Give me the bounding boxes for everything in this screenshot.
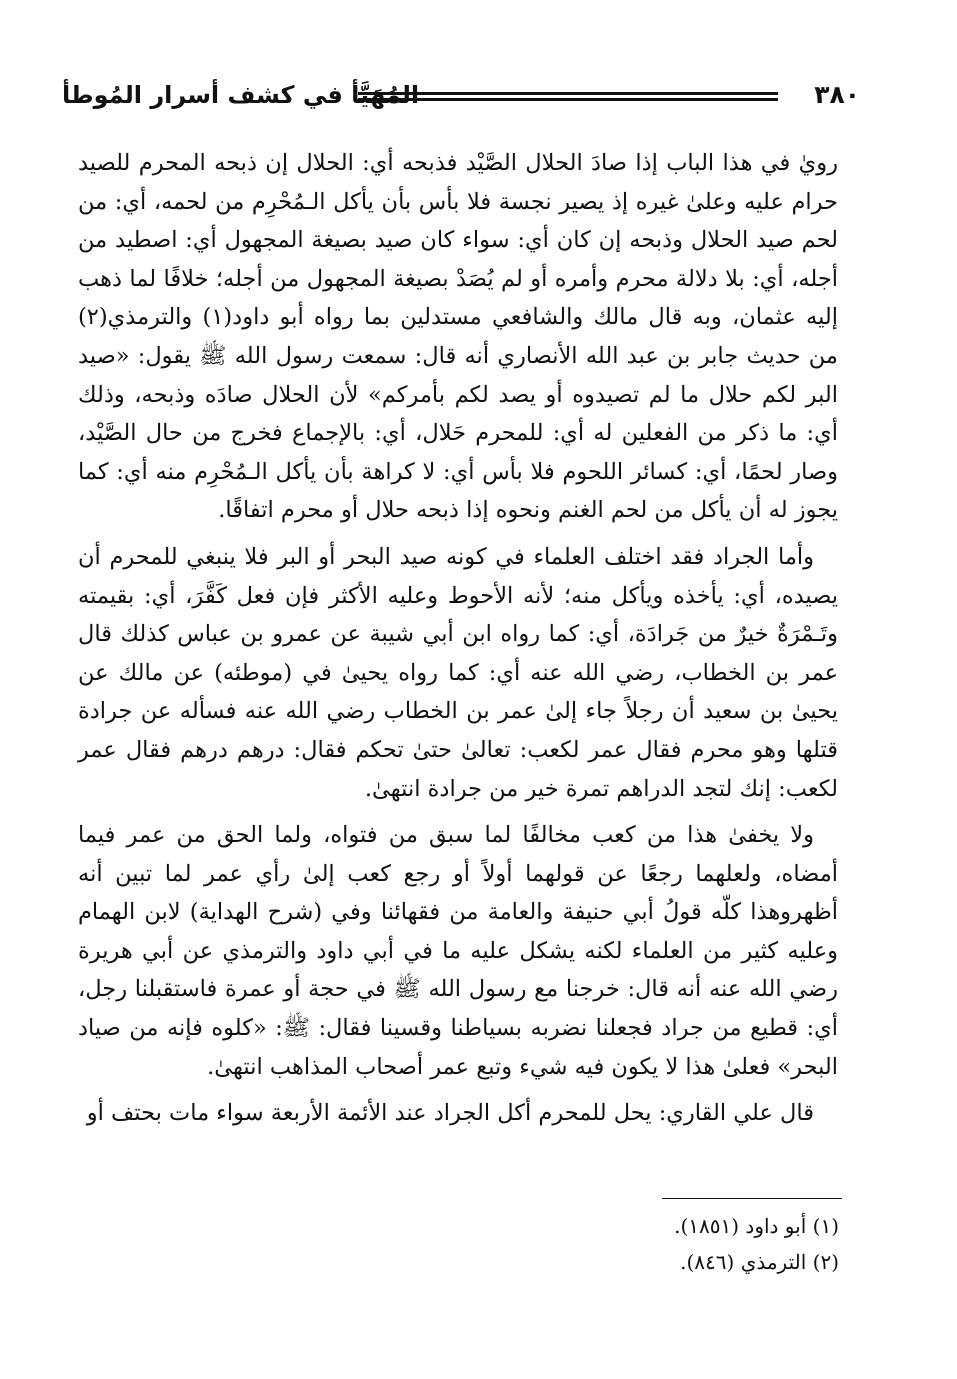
paragraph: قال علي القاري: يحل للمحرم أكل الجراد عند الأئمة الأربعة سواء مات بحتف أو (86, 1100, 814, 1127)
main-text (78, 144, 838, 1133)
running-title: المُهَيَّأ في كشف أسرار المُوطأ (62, 81, 420, 109)
paragraph: ولا يخفىٰ هذا من كعب مخالفًا لما سبق من فتواه، ولما الحق من عمر فيما أمضاه، ولعلهما رجعًا عن قولهما أولاً أو رجع كعب إلىٰ رأي عمر لما تبين أنه أظهروهذا كلّه قولُ أبي حنيفة والعامة من فقهائنا وفي (شرح الهداية) لابن الهمام وعليه كثير من العلماء لكنه يشكل عليه ما في أبي داود والترمذي عن أبي هريرة رضي الله عنه أنه قال: خرجنا مع رسول الله ﷺ في حجة أو عمرة فاستقبلنا رجل، أي: قطيع من جراد فجعلنا نضربه بسياطنا وقسينا فقال: ﷺ: «كلوه فإنه من صياد البحر» فعلىٰ هذا لا يكون فيه شيء وتبع عمر أصحاب المذاهب انتهىٰ. (78, 822, 838, 1080)
page-header (62, 76, 860, 116)
page-number: ٣٨٠ (814, 80, 860, 109)
header-rule (358, 92, 778, 95)
footnote-separator (662, 1198, 842, 1199)
footnotes (439, 1208, 839, 1280)
paragraph: وأما الجراد فقد اختلف العلماء في كونه صيد البحر أو البر فلا ينبغي للمحرم أن يصيده، أي: يأخذه ويأكل منه؛ لأنه الأحوط وعليه الأكثر فإن فعل كَفَّرَ، أي: بقيمته وتَـمْرَةٌ خيرٌ من جَرادَة، أي: كما رواه ابن أبي شيبة عن عمرو بن عباس كذلك قال عمر بن الخطاب، رضي الله عنه أي: كما رواه يحيىٰ في (موطئه) عن مالك عن يحيىٰ بن سعيد أن رجلاً جاء إلىٰ عمر بن الخطاب رضي الله عنه فسأله عن جرادة قتلها وهو محرم فقال عمر لكعب: تعالىٰ حتىٰ تحكم فقال: درهم درهم فقال عمر لكعب: إنك لتجد الدراهم تمرة خير من جرادة انتهىٰ. (78, 543, 838, 802)
header-rule (358, 98, 778, 101)
paragraph: رويٰ في هذا الباب إذا صادَ الحلال الصَّيْد فذبحه أي: الحلال إن ذبحه المحرم للصيد حرام عليه وعلىٰ غيره إذ يصير نجسة فلا بأس بأن يأكل الـمُحْرِم من لحمه، أي: من لحم صيد الحلال وذبحه إن كان أي: سواء كان صيد بصيغة المجهول أي: اصطيد من أجله، أي: بلا دلالة محرم وأمره أو لم يُصَدْ بصيغة المجهول من أجله؛ خلافًا لما ذهب إليه عثمان، وبه قال مالك والشافعي مستدلين بما رواه أبو داود(١) والترمذي(٢) من حديث جابر بن عبد الله الأنصاري أنه قال: سمعت رسول الله ﷺ يقول: «صيد البر لكم حلال ما لم تصيدوه أو يصد لكم بأمركم» لأن الحلال صادَه وذبحه، وذلك أي: ما ذكر من الفعلين له أي: للمحرم حَلال، أي: بالإجماع فخرج من حال الصَّيْد، وصار لحمًا، أي: كسائر اللحوم فلا بأس أي: لا كراهة بأن يأكل الـمُحْرِم منه أي: كما يجوز له أن يأكل من لحم الغنم ونحوه إذا ذبحه حلال أو محرم اتفاقًا. (78, 150, 839, 524)
footnote: (١) أبو داود (١٨٥١). (674, 1214, 839, 1238)
footnote: (٢) الترمذي (٨٤٦). (680, 1250, 839, 1274)
